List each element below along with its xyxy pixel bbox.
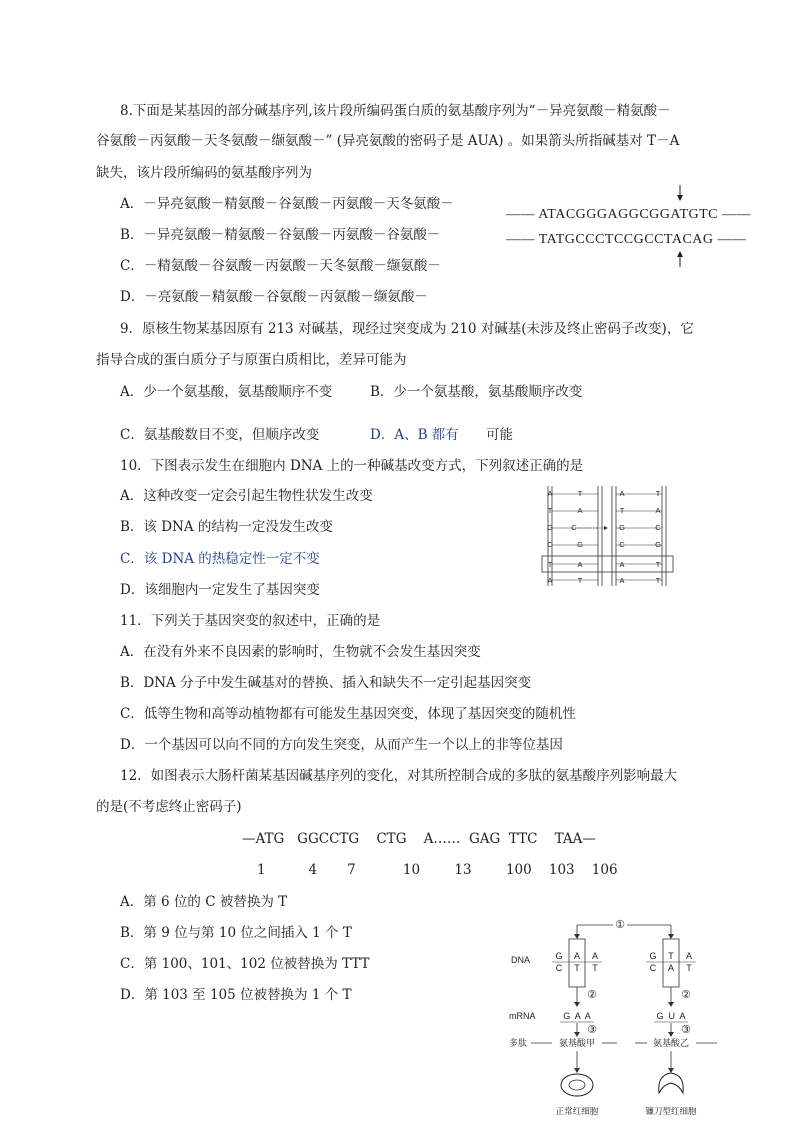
q12-positions: 1 4 7 10 13 100 103 106 [257, 862, 618, 878]
q10-option-d: D．该细胞内一定发生了基因突变 [120, 582, 320, 598]
q10-dna-figure [540, 484, 675, 589]
arrow-down-icon [574, 934, 580, 939]
q9-option-d-tail: 可能 [486, 427, 513, 443]
sickle-cell-diagram [505, 915, 735, 1120]
q8-stem-line1: 8.下面是某基因的部分碱基序列,该片段所编码蛋白质的氨基酸序列为“－异亮氨酸－精氨酸－ [120, 103, 671, 119]
q8-option-a: A．－异亮氨酸－精氨酸－谷氨酸－丙氨酸－天冬氨酸－ [120, 196, 454, 212]
right-base-6a: A [619, 576, 625, 585]
q12-sequence: —ATG GGCCTG CTG A…… GAG TTC TAA— [242, 831, 596, 847]
left-base-3b: C [571, 523, 577, 532]
right-base-2b: A [655, 506, 661, 515]
q11-stem: 11．下列关于基因突变的叙述中，正确的是 [120, 613, 381, 629]
q10-stem: 10．下图表示发生在细胞内 DNA 上的一种碱基改变方式，下列叙述正确的是 [120, 458, 584, 474]
q11-option-a: A．在没有外来不良因素的影响时，生物就不会发生基因突变 [120, 644, 481, 660]
q9-option-d: D．A、B 都有 [370, 427, 459, 443]
right-dna-top-1: G [649, 951, 657, 961]
right-dna-top-2: T [668, 951, 674, 961]
q12-option-b: B．第 9 位与第 10 位之间插入 1 个 T [120, 925, 352, 941]
right-base-4b: G [655, 540, 661, 549]
q8-option-b: B．－异亮氨酸－精氨酸－谷氨酸－丙氨酸－谷氨酸－ [120, 227, 441, 243]
q8-stem-line3: 缺失，该片段所编码的氨基酸序列为 [96, 165, 312, 181]
q10-option-b: B．该 DNA 的结构一定没发生改变 [120, 519, 333, 535]
left-base-6b: T [577, 576, 583, 585]
q9-option-c: C．氨基酸数目不变，但顺序改变 [120, 427, 320, 443]
q11-option-b: B．DNA 分子中发生碱基对的替换、插入和缺失不一定引起基因突变 [120, 675, 532, 691]
arrow-down-icon [668, 1002, 674, 1007]
right-base-4a: C [619, 540, 625, 549]
left-base-5b: A [577, 560, 583, 569]
right-base-6b: T [655, 576, 661, 585]
left-base-2a: T [547, 506, 553, 515]
left-base-6a: A [547, 576, 553, 585]
right-dna-top-3: A [685, 951, 693, 961]
arrow-down-icon [668, 1032, 674, 1037]
q9-stem-line1: 9．原核生物某基因原有 213 对碱基，现经过突变成为 210 对碱基(未涉及终止密码子改变)，它 [120, 321, 694, 337]
q10-option-a: A．这种改变一定会引起生物性状发生改变 [120, 488, 373, 504]
step3-left: ③ [587, 1024, 597, 1036]
right-base-2a: T [619, 506, 625, 515]
q8-stem-line2: 谷氨酸－丙氨酸－天冬氨酸－缬氨酸－” (异亮氨酸的密码子是 AUA) 。如果箭头所指碱基对 T－A [96, 133, 680, 149]
normal-red-cell-icon [561, 1074, 593, 1096]
q12-option-d: D．第 103 至 105 位被替换为 1 个 T [120, 987, 352, 1003]
q10-dna-strands [540, 484, 675, 589]
left-base-5a: T [547, 560, 553, 569]
q12-option-a: A．第 6 位的 C 被替换为 T [120, 894, 288, 910]
q8-arrows [500, 182, 745, 272]
right-base-5a: A [619, 560, 625, 569]
left-base-4a: C [547, 540, 553, 549]
q9-option-b: B．少一个氨基酸，氨基酸顺序改变 [370, 384, 583, 400]
left-dna-bottom-1: C [555, 963, 563, 973]
right-mrna: G U A [656, 1011, 686, 1021]
left-base-4b: G [577, 540, 583, 549]
step2-right: ② [681, 989, 691, 1001]
left-dna-top-3: A [591, 951, 599, 961]
step2-left: ② [587, 989, 597, 1001]
q8-sequence-bottom: —— TATGCCCTCCGCCTACAG —— [506, 232, 747, 247]
left-mrna: G A A [563, 1011, 591, 1021]
q8-sequence-top: —— ATACGGGAGGCGGATGTC —— [506, 207, 751, 222]
sickle-cell-svg [505, 915, 735, 1120]
left-dna-bottom-3: T [592, 963, 598, 973]
step1-label: ① [615, 919, 625, 931]
q10-option-c: C．该 DNA 的热稳定性一定不变 [120, 551, 320, 567]
peptide-label: 多肽 [509, 1038, 528, 1048]
q12-stem-line2: 的是(不考虑终止密码子) [96, 799, 242, 815]
right-dna-bottom-1: C [649, 963, 657, 973]
q8-sequence-figure [500, 182, 751, 272]
amino-acid-a: 氨基酸甲 [558, 1038, 596, 1048]
right-dna-bottom-3: T [686, 963, 692, 973]
mrna-label: mRNA [509, 1011, 536, 1021]
q8-option-c: C．－精氨酸－谷氨酸－丙氨酸－天冬氨酸－缬氨酸－ [120, 258, 441, 274]
right-base-1a: A [619, 489, 625, 498]
left-base-3a: G [547, 523, 553, 532]
arrow-down-icon [668, 1068, 674, 1073]
right-base-3b: C [655, 523, 661, 532]
arrow-down-icon [574, 1068, 580, 1073]
sickle-red-cell-icon [659, 1073, 684, 1093]
q11-option-c: C．低等生物和高等动植物都有可能发生基因突变，体现了基因突变的随机性 [120, 706, 576, 722]
q8-option-d: D．－亮氨酸－精氨酸－谷氨酸－丙氨酸－缬氨酸－ [120, 289, 428, 305]
amino-acid-b: 氨基酸乙 [652, 1038, 690, 1048]
left-base-1b: T [577, 489, 583, 498]
right-base-5b: T [655, 560, 661, 569]
q11-option-d: D．一个基因可以向不同的方向发生突变，从而产生一个以上的非等位基因 [120, 737, 563, 753]
left-dna-bottom-2: T [574, 963, 580, 973]
step3-right: ③ [681, 1024, 691, 1036]
arrow-down-head-icon [677, 195, 683, 201]
dna-label: DNA [511, 955, 531, 965]
q12-stem-line1: 12．如图表示大肠杆菌某基因碱基序列的变化，对其所控制合成的多肽的氨基酸序列影响最大 [120, 768, 678, 784]
left-dna-top-1: G [555, 951, 563, 961]
q9-option-a: A．少一个氨基酸，氨基酸顺序不变 [120, 384, 333, 400]
sickle-cell-label: 镰刀型红细胞 [645, 1106, 697, 1116]
left-dna-top-2: A [573, 951, 581, 961]
right-base-3a: G [619, 523, 625, 532]
arrow-up-head-icon [677, 251, 683, 257]
q9-stem-line2: 指导合成的蛋白质分子与原蛋白质相比，差异可能为 [96, 352, 407, 368]
left-base-2b: A [577, 506, 583, 515]
arrow-down-icon [668, 934, 674, 939]
normal-cell-label: 正常红细胞 [555, 1106, 599, 1116]
q12-option-c: C．第 100、101、102 位被替换为 TTT [120, 956, 370, 972]
right-dna-bottom-2: A [667, 963, 675, 973]
arrow-down-icon [574, 1002, 580, 1007]
arrow-down-icon [574, 1032, 580, 1037]
right-base-1b: T [655, 489, 661, 498]
arrow-right-icon [604, 526, 608, 530]
left-base-1a: A [547, 489, 553, 498]
